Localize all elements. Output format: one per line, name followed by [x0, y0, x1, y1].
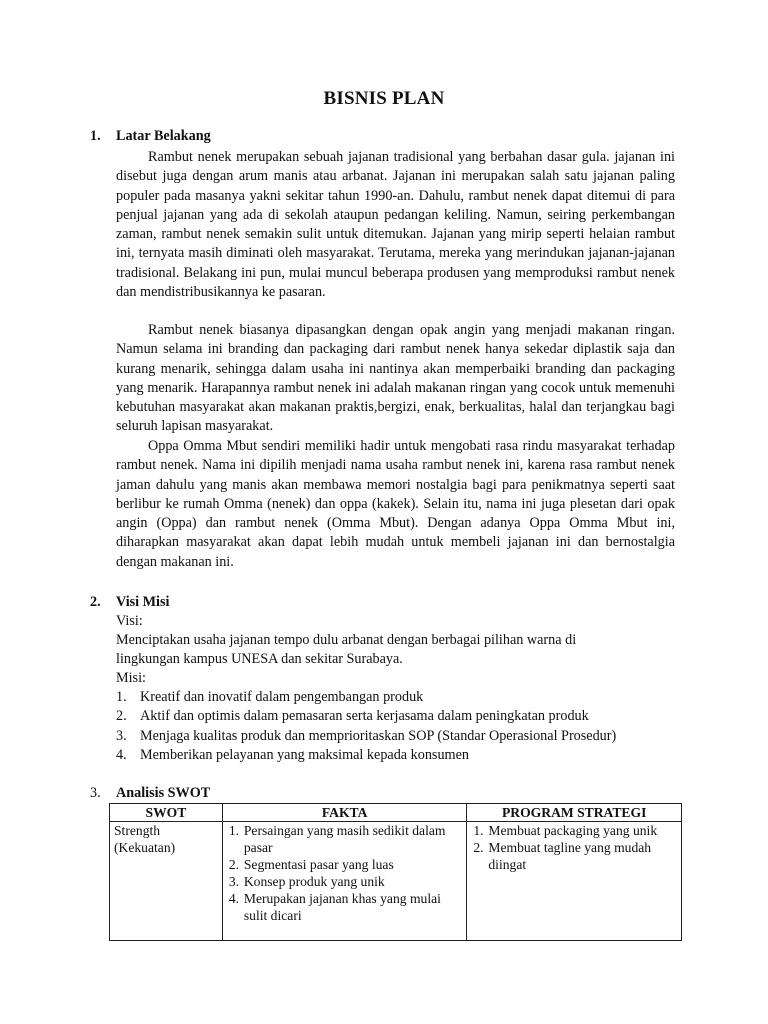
section-1-paragraph-3: Oppa Omma Mbut sendiri memiliki hadir untuk mengobati rasa rindu masyarakat terhadap rambut nenek. Nama ini dipilih menjadi nama usaha rambut nenek ini, karena rasa rambut nenek jaman dahulu yang manis akan membawa memori nostalgia bagi para penikmatnya seperti saat berlibur ke rumah Omma (nenek) dan oppa (kakek). Selain itu, nama ini juga plesetan dari opak angin (Oppa) dan rambut nenek (Omma Mbut). Dengan adanya Oppa Omma Mbut ini, diharapkan masyarakat akan dapat lebih mudah untuk membeli jajanan ini dan bernostalgia dengan makanan ini.	[116, 438, 675, 570]
misi-item: 1. Kreatif dan inovatif dalam pengembangan produk	[116, 689, 424, 705]
misi-label: Misi:	[116, 670, 146, 686]
list-item: 2. Membuat tagline yang mudah diingat	[473, 840, 652, 872]
list-item: 4. Merupakan jajanan khas yang mulai sulit dicari	[228, 891, 441, 923]
fakta-list	[227, 822, 463, 924]
strategi-cell	[467, 822, 682, 941]
section-3-heading	[90, 785, 210, 802]
misi-item: 4. Memberikan pelayanan yang maksimal kepada konsumen	[116, 746, 469, 763]
section-2-heading	[90, 594, 169, 611]
visi-text: Menciptakan usaha jajanan tempo dulu arbanat dengan berbagai pilihan warna di lingkungan kampus UNESA dan sekitar Surabaya.	[116, 632, 577, 668]
section-2-title: Visi Misi	[116, 594, 170, 610]
section-1-number: 1.	[90, 128, 101, 144]
strategi-list	[471, 822, 677, 873]
document-title: BISNIS PLAN	[323, 88, 445, 109]
section-3-title: Analisis SWOT	[116, 785, 211, 801]
visi-label: Visi:	[116, 613, 143, 629]
swot-column-header: SWOT	[110, 804, 223, 822]
fakta-cell	[222, 822, 467, 941]
swot-header-row	[110, 804, 682, 822]
section-2-number: 2.	[90, 594, 101, 610]
list-item: 2. Segmentasi pasar yang luas	[228, 857, 394, 872]
misi-item: 3. Menjaga kualitas produk dan memprioritaskan SOP (Standar Operasional Prosedur)	[116, 727, 617, 744]
misi-list	[116, 688, 675, 765]
misi-item: 2. Aktif dan optimis dalam pemasaran serta kerjasama dalam peningkatan produk	[116, 708, 589, 725]
table-row	[110, 822, 682, 941]
list-item: 1. Persaingan yang masih sedikit dalam pasar	[228, 823, 446, 855]
list-item: 1. Membuat packaging yang unik	[473, 823, 658, 838]
section-1-paragraph-1: Rambut nenek merupakan sebuah jajanan tradisional yang berbahan dasar gula. jajanan ini disebut juga dengan arum manis atau arbanat. Jajanan ini merupakan salah satu jajanan paling populer pada masanya yakni sekitar tahun 1990-an. Dahulu, rambut nenek dapat ditemui di para penjual jajanan yang ada di sekolah ataupun pedangan keliling. Namun, seiring perkembangan zaman, rambut nenek semakin sulit untuk ditemukan. Jajanan yang mirip seperti helaian rambut ini, ternyata masih diminati oleh masyarakat. Terutama, mereka yang merindukan jajanan-jajanan tradisional. Belakang ini pun, mulai muncul beberapa produsen yang memproduksi rambut nenek dan mendistribusikannya ke pasaran.	[116, 149, 675, 301]
strategi-column-header: PROGRAM STRATEGI	[467, 804, 682, 822]
section-1-paragraph-2: Rambut nenek biasanya dipasangkan dengan opak angin yang menjadi makanan ringan. Namun selama ini branding dan packaging dari rambut nenek hanya sekedar diplastik saja dan kurang menarik, sehingga dalam usaha ini nantinya akan memperbaiki branding dan packaging yang menarik. Harapannya rambut nenek ini adalah makanan ringan yang cocok untuk memenuhi kebutuhan masyarakat akan makanan praktis,bergizi, enak, berkualitas, halal dan terjangkau bagi seluruh lapisan masyarakat.	[116, 322, 675, 435]
section-1-title: Latar Belakang	[116, 128, 211, 144]
section-3-number: 3.	[90, 785, 101, 801]
swot-category-cell: Strength (Kekuatan)	[110, 822, 223, 941]
fakta-column-header: FAKTA	[222, 804, 467, 822]
list-item: 3. Konsep produk yang unik	[228, 874, 385, 889]
section-1-heading	[90, 128, 211, 145]
swot-table	[109, 803, 682, 941]
